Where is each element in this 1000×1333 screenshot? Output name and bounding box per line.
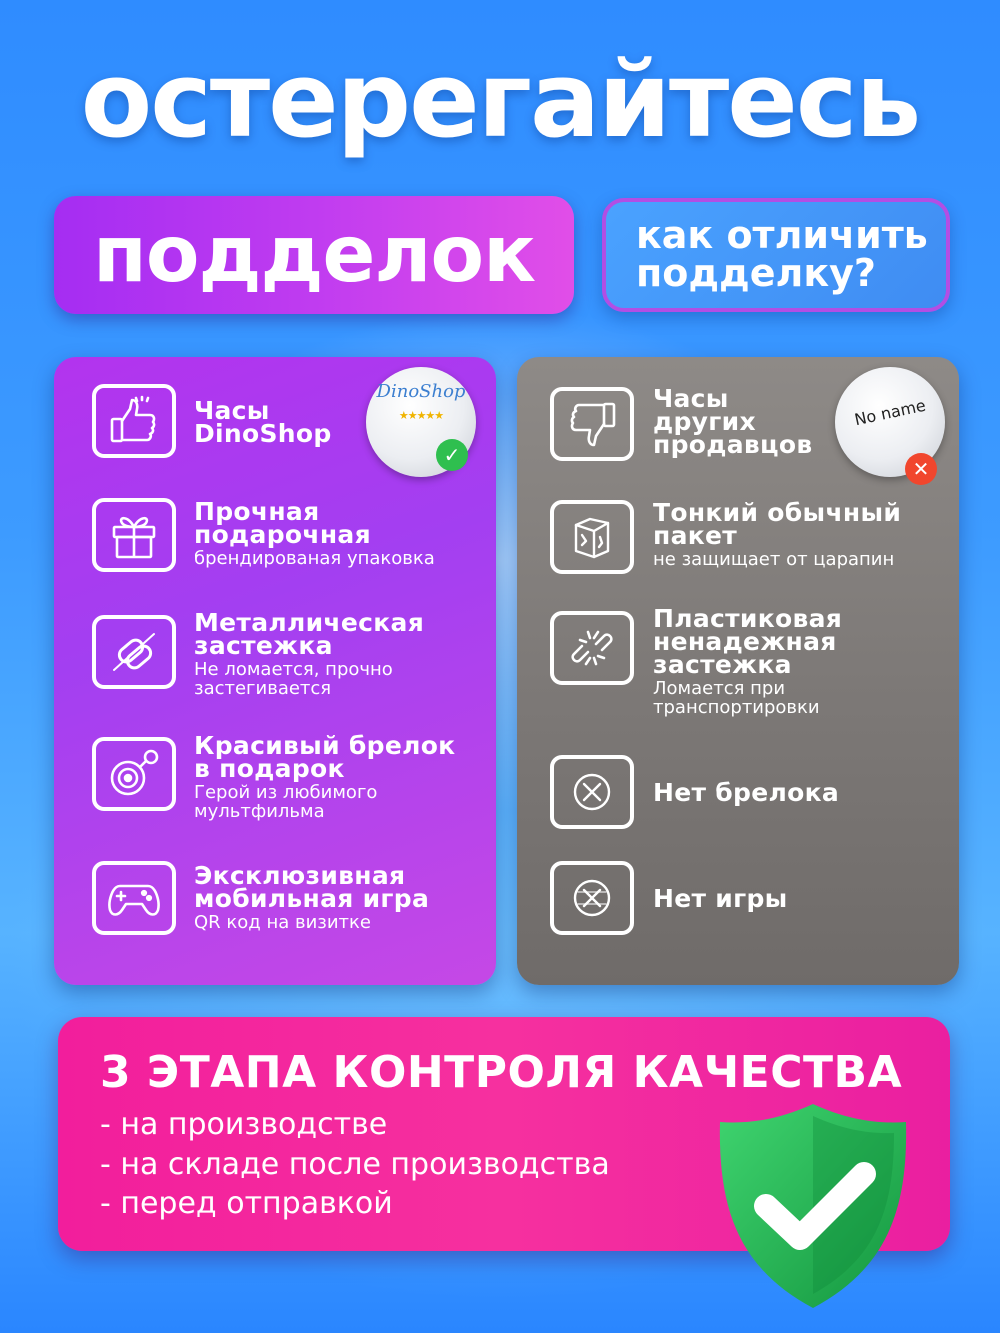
how-to-distinguish-banner (602, 198, 950, 312)
good-item-3-title: Металлическая застежка (194, 608, 425, 660)
quality-stage-2: - на складе после производства (100, 1147, 610, 1182)
cross-icon: ✕ (905, 453, 937, 485)
keychain-icon (92, 737, 176, 811)
broken-chain-icon (550, 611, 634, 685)
dinoshop-panel (54, 357, 496, 985)
no-keychain-icon (550, 755, 634, 829)
fakes-label: подделок (92, 210, 536, 300)
good-item-4-title: Красивый брелок в подарок (194, 731, 456, 783)
thumbs-down-icon (550, 387, 634, 461)
dinoshop-badge (366, 367, 476, 477)
howto-line-2: подделку? (636, 251, 876, 295)
dinoshop-logo: DinoShop (376, 381, 466, 402)
bad-item-3-subtitle: Ломается при транспортировки (653, 678, 820, 718)
quality-stage-1: - на производстве (100, 1107, 388, 1142)
quality-stage-3: - перед отправкой (100, 1186, 393, 1221)
bad-item-2-title: Тонкий обычный пакет (653, 498, 902, 550)
good-item-1-title: Часы DinoShop (194, 396, 332, 448)
chain-link-icon (92, 615, 176, 689)
no-game-icon (550, 861, 634, 935)
bad-item-3-title: Пластиковая ненадежная застежка (653, 604, 843, 679)
shield-check-icon (708, 1098, 918, 1313)
no-name-badge (835, 367, 945, 481)
rating-stars: ★★★★★ (398, 409, 444, 422)
damaged-box-icon (550, 500, 634, 574)
bad-item-4-title: Нет брелока (653, 778, 840, 807)
good-item-2-title: Прочная подарочная (194, 497, 371, 549)
bad-item-5-title: Нет игры (653, 884, 788, 913)
good-item-4-subtitle: Герой из любимого мультфильма (194, 782, 378, 822)
quality-title: 3 ЭТАПА КОНТРОЛЯ КАЧЕСТВА (100, 1047, 903, 1098)
no-name-label: No name (852, 395, 928, 430)
page-title: остерегайтесь (80, 39, 920, 161)
howto-line-1: как отличить (636, 213, 928, 257)
check-icon: ✓ (436, 439, 468, 471)
good-item-5-title: Эксклюзивная мобильная игра (194, 861, 430, 913)
fakes-banner (54, 196, 574, 314)
gift-icon (92, 498, 176, 572)
gamepad-icon (92, 861, 176, 935)
thumbs-up-icon (92, 384, 176, 458)
other-sellers-panel (517, 357, 959, 985)
good-item-5-subtitle: QR код на визитке (194, 912, 371, 933)
good-item-2-subtitle: брендированая упаковка (194, 548, 435, 569)
bad-item-2-subtitle: не защищает от царапин (653, 549, 895, 570)
good-item-3-subtitle: Не ломается, прочно застегивается (194, 659, 393, 699)
bad-item-1-title: Часы других продавцов (653, 384, 813, 459)
